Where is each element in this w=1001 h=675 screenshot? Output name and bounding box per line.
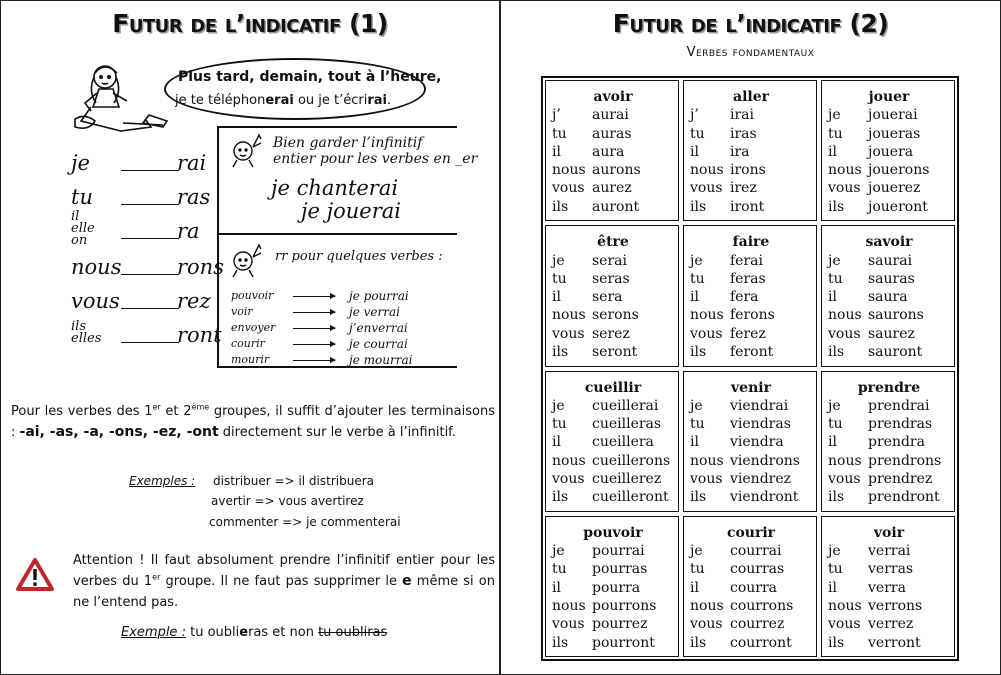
conjugation-row	[690, 597, 812, 615]
conjugation-row	[552, 106, 674, 124]
divider	[217, 126, 457, 128]
verb-form: prendrai	[868, 397, 930, 414]
conjugation-row	[552, 252, 674, 270]
conjugation-row	[552, 470, 674, 488]
conjugation-row	[690, 634, 812, 652]
verb-form: auront	[592, 198, 640, 215]
pronoun: vous	[690, 470, 723, 487]
verb-form: ferai	[730, 252, 763, 269]
verb-form: verrai	[868, 543, 911, 560]
pronoun: je	[552, 543, 565, 560]
thinking-character-icon	[229, 129, 265, 169]
pronoun: tu	[828, 125, 843, 142]
ending-row: nous rons	[71, 255, 224, 279]
conjugation-row	[828, 452, 950, 470]
verb-form: iras	[730, 125, 757, 142]
verb-name: prendre	[857, 379, 921, 396]
pronoun: il	[828, 579, 837, 596]
verb-form: viendrons	[730, 452, 800, 469]
conjugation-row	[552, 433, 674, 451]
pronoun: vous	[828, 180, 861, 197]
pronoun: je	[690, 397, 703, 414]
final-example: Exemple : tu oublieras et non tu oubliras	[121, 625, 388, 640]
conjugation-row	[690, 288, 812, 306]
verb-box-3	[545, 225, 679, 366]
verb-form: cueillerai	[592, 397, 659, 414]
verb-form: courrez	[730, 616, 785, 633]
conjugation-row	[828, 343, 950, 361]
verb-form: jouerai	[868, 107, 918, 124]
verb-box-4	[683, 225, 817, 366]
pronoun: je	[828, 107, 841, 124]
verb-form: pourrez	[592, 616, 648, 633]
verb-name: cueillir	[584, 379, 642, 396]
verb-name: pouvoir	[583, 524, 643, 541]
rr-row: envoyer j’enverrai	[231, 321, 408, 335]
examples-label: Exemples :	[129, 474, 196, 488]
verb-box-1	[683, 80, 817, 221]
verb-box-5	[821, 225, 955, 366]
verb-form: pourront	[592, 634, 655, 651]
verb-form: verras	[868, 561, 914, 578]
pronoun: vous	[552, 616, 585, 633]
conjugation-row	[552, 542, 674, 560]
verb-form: cueilleront	[592, 489, 669, 506]
keep-infinitive-note: Bien garder l’infinitif entier pour les verbes en _er	[273, 135, 478, 167]
conjugation-row	[552, 270, 674, 288]
verb-form: feras	[730, 270, 766, 287]
pronoun: ils	[552, 198, 569, 215]
rr-row: mourir je mourrai	[231, 353, 413, 367]
pronoun: ils	[690, 634, 707, 651]
rr-row: pouvoir je pourrai	[231, 289, 409, 303]
ending-row: vous rez	[71, 289, 211, 313]
pronoun: je	[690, 252, 703, 269]
conjugation-row	[828, 179, 950, 197]
rr-verbs-note: rr pour quelques verbes :	[275, 249, 443, 264]
conjugation-row	[828, 579, 950, 597]
pronoun: il	[552, 289, 561, 306]
conjugation-row	[828, 325, 950, 343]
pronoun: nous	[552, 452, 586, 469]
verb-name: être	[597, 234, 629, 251]
conjugation-row	[828, 397, 950, 415]
verb-name: faire	[732, 234, 770, 251]
pronoun: j’	[690, 107, 699, 124]
verb-form: serai	[592, 252, 627, 269]
pronoun: tu	[690, 561, 705, 578]
pronoun: il	[828, 143, 837, 160]
verb-form: cueillerons	[592, 452, 671, 469]
conjugation-row	[552, 143, 674, 161]
verb-name: venir	[731, 379, 771, 396]
conjugation-row	[552, 634, 674, 652]
verb-form: prendras	[868, 416, 933, 433]
conjugation-row	[552, 597, 674, 615]
verb-form: jouera	[868, 143, 914, 160]
pronoun: il	[552, 579, 561, 596]
pronoun: ils	[552, 344, 569, 361]
verb-form: iront	[730, 198, 765, 215]
verb-name: voir	[873, 524, 905, 541]
conjugation-row	[690, 615, 812, 633]
conjugation-row	[690, 343, 812, 361]
verb-form: saurons	[868, 307, 924, 324]
example-line: avertir => vous avertirez	[211, 494, 364, 508]
pronoun: vous	[690, 325, 723, 342]
conjugation-row	[828, 306, 950, 324]
pronoun: ils	[828, 344, 845, 361]
verb-form: irons	[730, 162, 766, 179]
conjugation-row	[552, 415, 674, 433]
pronoun: tu	[552, 416, 567, 433]
verb-form: irai	[730, 107, 754, 124]
verb-name: jouer	[868, 89, 910, 105]
pronoun: tu	[552, 270, 567, 287]
verb-form: saura	[868, 289, 908, 306]
ending-row: tu ras	[71, 185, 211, 209]
conjugation-row	[690, 143, 812, 161]
verb-box-10	[683, 516, 817, 657]
verb-form: aurez	[592, 180, 632, 197]
verb-form: prendrons	[868, 452, 942, 469]
conjugation-row	[552, 306, 674, 324]
conjugation-row	[690, 125, 812, 143]
pronoun: il	[690, 289, 699, 306]
divider	[217, 233, 457, 235]
pronoun: tu	[828, 270, 843, 287]
conjugation-row	[552, 179, 674, 197]
pronoun: tu	[552, 125, 567, 142]
pronoun: ils	[690, 198, 707, 215]
speech-line-1: Plus tard, demain, tout à l’heure,	[178, 69, 442, 85]
pronoun: nous	[828, 162, 862, 179]
verb-form: fera	[730, 289, 759, 306]
verb-form: courrai	[730, 543, 782, 560]
pronoun: tu	[828, 416, 843, 433]
pronoun: ils	[690, 344, 707, 361]
conjugation-row	[690, 397, 812, 415]
pronoun: il	[690, 434, 699, 451]
conjugation-row	[552, 161, 674, 179]
pronoun: nous	[828, 597, 862, 614]
conjugation-row	[828, 143, 950, 161]
verb-form: verront	[868, 634, 921, 651]
conjugation-row	[690, 488, 812, 506]
pronoun: tu	[690, 416, 705, 433]
verb-form: saurai	[868, 252, 913, 269]
conjugation-row	[828, 470, 950, 488]
pronoun: tu	[552, 561, 567, 578]
verb-form: serez	[592, 325, 630, 342]
verb-box-9	[545, 516, 679, 657]
pronoun: je	[690, 543, 703, 560]
conjugation-row	[690, 252, 812, 270]
verb-form: joueras	[868, 125, 921, 142]
conjugation-row	[552, 579, 674, 597]
verb-form: feront	[730, 344, 774, 361]
pronoun: vous	[690, 616, 723, 633]
pronoun: nous	[690, 307, 724, 324]
conjugation-row	[828, 270, 950, 288]
pronoun: nous	[552, 307, 586, 324]
conjugation-row	[552, 288, 674, 306]
verb-form: prendrez	[868, 470, 933, 487]
conjugation-row	[828, 288, 950, 306]
pronoun: ils	[828, 198, 845, 215]
conjugation-row	[552, 343, 674, 361]
verb-box-2	[821, 80, 955, 221]
verb-form: ira	[730, 143, 750, 160]
pronoun: j’	[552, 107, 561, 124]
verb-form: pourrai	[592, 543, 645, 560]
pronoun: nous	[690, 452, 724, 469]
verb-form: jouerez	[868, 180, 921, 197]
conjugation-row	[690, 106, 812, 124]
speech-bubble	[164, 58, 426, 120]
warning-icon	[15, 557, 55, 593]
conjugation-row	[828, 560, 950, 578]
conjugation-row	[552, 397, 674, 415]
warning-paragraph: Attention ! Il faut absolument prendre l’infinitif entier pour les verbes du 1er groupe. Il ne faut pas supprimer le e même si on ne l’entend pas.	[73, 553, 495, 610]
verb-box-0	[545, 80, 679, 221]
verb-form: courrons	[730, 597, 794, 614]
pronoun: vous	[828, 616, 861, 633]
verb-name: savoir	[865, 234, 913, 251]
verb-box-8	[821, 371, 955, 512]
verb-form: sauras	[868, 270, 915, 287]
verb-form: viendrez	[730, 470, 792, 487]
conjugation-row	[552, 452, 674, 470]
pronoun: je	[828, 543, 841, 560]
conjugation-row	[828, 597, 950, 615]
conjugation-row	[690, 452, 812, 470]
conjugation-row	[690, 198, 812, 216]
verb-form: pourrons	[592, 597, 657, 614]
verb-form: courras	[730, 561, 785, 578]
verb-form: aurons	[592, 162, 641, 179]
pronoun: tu	[690, 270, 705, 287]
pronoun: vous	[828, 470, 861, 487]
verb-form: cueilleras	[592, 416, 662, 433]
pronoun: je	[828, 397, 841, 414]
pronoun: je	[552, 397, 565, 414]
conjugation-row	[828, 415, 950, 433]
pronoun: nous	[690, 162, 724, 179]
conjugation-row	[828, 252, 950, 270]
verb-box-7	[683, 371, 817, 512]
verb-form: cueillera	[592, 434, 654, 451]
pronoun: vous	[828, 325, 861, 342]
left-panel	[0, 0, 500, 675]
conjugation-row	[690, 579, 812, 597]
verb-form: auras	[592, 125, 632, 142]
verb-name: courir	[726, 524, 776, 541]
speech-line-2: je te téléphonerai ou je t’écrirai.	[175, 93, 392, 108]
example-line: commenter => je commenterai	[209, 515, 401, 529]
pronoun: nous	[552, 162, 586, 179]
conjugation-row	[828, 615, 950, 633]
verb-form: aurai	[592, 107, 629, 124]
pronoun: nous	[828, 452, 862, 469]
verb-form: seront	[592, 344, 638, 361]
verb-form: courront	[730, 634, 792, 651]
pronoun: vous	[552, 470, 585, 487]
girl-on-phone-illustration	[63, 59, 178, 139]
verb-box-6	[545, 371, 679, 512]
rr-row: courir je courrai	[231, 337, 408, 351]
pronoun: nous	[690, 597, 724, 614]
conjugation-row	[828, 488, 950, 506]
conjugation-row	[552, 560, 674, 578]
verb-form: joueront	[868, 198, 928, 215]
rr-row: voir je verrai	[231, 305, 400, 319]
verb-form: pourra	[592, 579, 641, 596]
right-subtitle: Verbes fondamentaux	[686, 45, 815, 60]
pronoun: il	[828, 434, 837, 451]
verb-form: verra	[868, 579, 906, 596]
pronoun: vous	[552, 180, 585, 197]
pronoun: ils	[552, 489, 569, 506]
verb-form: sera	[592, 289, 623, 306]
verb-form: prendront	[868, 489, 940, 506]
conjugation-row	[552, 488, 674, 506]
pronoun: je	[828, 252, 841, 269]
verb-form: serons	[592, 307, 639, 324]
divider	[217, 126, 219, 366]
conjugation-row	[552, 125, 674, 143]
rule-paragraph: Pour les verbes des 1er et 2ème groupes, il suffit d’ajouter les terminaisons : -ai, -as, -a, -ons, -ez, -ont directement sur le verbe à l’infinitif.	[11, 402, 495, 440]
pronoun: ils	[828, 489, 845, 506]
verb-form: pourras	[592, 561, 648, 578]
conjugation-row	[690, 325, 812, 343]
conjugation-row	[690, 542, 812, 560]
ending-row: ils elles ront	[71, 319, 222, 347]
conjugation-row	[828, 542, 950, 560]
thinking-character-icon	[229, 239, 265, 279]
conjugation-row	[690, 306, 812, 324]
conjugation-row	[828, 106, 950, 124]
example-chanterai: je chanterai	[271, 176, 399, 200]
pronoun: il	[690, 143, 699, 160]
conjugation-row	[828, 161, 950, 179]
verb-form: irez	[730, 180, 757, 197]
pronoun: il	[690, 579, 699, 596]
conjugation-row	[690, 415, 812, 433]
conjugation-row	[690, 433, 812, 451]
conjugation-row	[690, 179, 812, 197]
verb-form: ferons	[730, 307, 775, 324]
verb-form: ferez	[730, 325, 766, 342]
pronoun: nous	[828, 307, 862, 324]
verb-form: verrez	[868, 616, 914, 633]
conjugation-row	[552, 325, 674, 343]
verb-form: seras	[592, 270, 630, 287]
pronoun: ils	[828, 634, 845, 651]
pronoun: nous	[552, 597, 586, 614]
verb-form: saurez	[868, 325, 915, 342]
example-jouerai: je jouerai	[301, 199, 401, 223]
pronoun: tu	[828, 561, 843, 578]
verb-name: aller	[733, 89, 769, 105]
verb-form: prendra	[868, 434, 925, 451]
verb-form: cueillerez	[592, 470, 662, 487]
verb-box-11	[821, 516, 955, 657]
verb-form: viendras	[730, 416, 791, 433]
conjugation-row	[690, 161, 812, 179]
conjugation-row	[828, 433, 950, 451]
conjugation-grid	[541, 76, 959, 661]
pronoun: ils	[690, 489, 707, 506]
left-title: Futur de l’indicatif (1)	[112, 9, 388, 38]
conjugation-row	[690, 560, 812, 578]
verb-name: avoir	[593, 89, 633, 105]
ending-row: il elle on ra	[71, 209, 200, 248]
verb-form: viendrai	[730, 397, 789, 414]
pronoun: il	[552, 143, 561, 160]
pronoun: tu	[690, 125, 705, 142]
right-title: Futur de l’indicatif (2)	[612, 9, 889, 38]
verb-form: aura	[592, 143, 625, 160]
pronoun: il	[828, 289, 837, 306]
pronoun: vous	[552, 325, 585, 342]
pronoun: ils	[552, 634, 569, 651]
conjugation-row	[552, 198, 674, 216]
conjugation-row	[690, 270, 812, 288]
conjugation-row	[828, 125, 950, 143]
pronoun: je	[552, 252, 565, 269]
verb-form: courra	[730, 579, 778, 596]
verb-form: viendra	[730, 434, 784, 451]
verb-form: viendront	[730, 489, 799, 506]
conjugation-row	[828, 634, 950, 652]
verb-form: jouerons	[868, 162, 930, 179]
pronoun: il	[552, 434, 561, 451]
conjugation-row	[690, 470, 812, 488]
example-line: distribuer => il distribuera	[213, 474, 375, 488]
ending-row: je rai	[71, 151, 207, 175]
verb-form: verrons	[868, 597, 923, 614]
verb-form: sauront	[868, 344, 923, 361]
pronoun: vous	[690, 180, 723, 197]
conjugation-row	[828, 198, 950, 216]
conjugation-row	[552, 615, 674, 633]
